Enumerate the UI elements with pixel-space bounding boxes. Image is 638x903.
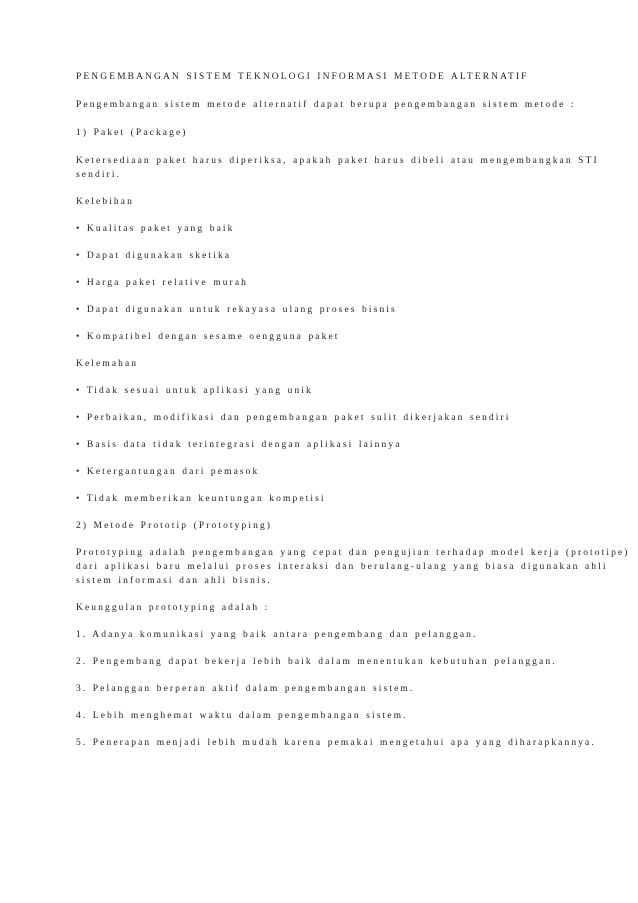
document-page bbox=[76, 70, 630, 750]
keunggulan-item: 1. Adanya komunikasi yang baik antara pengembang dan pelanggan. bbox=[76, 630, 478, 640]
keunggulan-item: 4. Lebih menghemat waktu dalam pengembangan sistem. bbox=[76, 711, 408, 721]
kelemahan-heading: Kelemahan bbox=[76, 359, 139, 369]
section1-description-line: Ketersediaan paket harus diperiksa, apakah paket harus dibeli atau mengembangkan STI bbox=[76, 156, 599, 166]
keunggulan-item: 5. Penerapan menjadi lebih mudah karena pemakai mengetahui apa yang diharapkannya. bbox=[76, 738, 596, 748]
keunggulan-item: 2. Pengembang dapat bekerja lebih baik dalam menentukan kebutuhan pelanggan. bbox=[76, 657, 557, 667]
section1-description bbox=[76, 154, 599, 182]
keunggulan-item: 3. Pelanggan berperan aktif dalam pengembangan sistem. bbox=[76, 684, 415, 694]
kelemahan-item: • Basis data tidak terintegrasi dengan aplikasi lainnya bbox=[76, 440, 402, 450]
section1-heading: 1) Paket (Package) bbox=[76, 128, 188, 138]
section2-heading: 2) Metode Prototip (Prototyping) bbox=[76, 521, 273, 531]
section2-description bbox=[76, 546, 630, 588]
kelebihan-item: • Kompatibel dengan sesame oengguna paket bbox=[76, 332, 340, 342]
kelebihan-item: • Dapat digunakan untuk rekayasa ulang proses bisnis bbox=[76, 305, 397, 315]
kelebihan-item: • Dapat digunakan sketika bbox=[76, 251, 232, 261]
kelebihan-item: • Kualitas paket yang baik bbox=[76, 224, 235, 234]
kelemahan-item: • Tidak sesuai untuk aplikasi yang unik bbox=[76, 386, 313, 396]
section2-description-line: Prototyping adalah pengembangan yang cepat dan pengujian terhadap model kerja (prototipe) bbox=[76, 548, 630, 558]
kelemahan-item: • Ketergantungan dari pemasok bbox=[76, 467, 260, 477]
section1-description-line: sendiri. bbox=[76, 170, 122, 180]
kelebihan-item: • Harga paket relative murah bbox=[76, 278, 248, 288]
intro-text: Pengembangan sistem metode alternatif dapat berupa pengembangan sistem metode : bbox=[76, 100, 576, 110]
section2-description-line: dari aplikasi baru melalui proses interaksi dan berulang-ulang yang biasa digunakan ahli bbox=[76, 562, 608, 572]
kelebihan-heading: Kelebihan bbox=[76, 197, 134, 207]
document-title: PENGEMBANGAN SISTEM TEKNOLOGI INFORMASI METODE ALTERNATIF bbox=[76, 72, 529, 82]
kelemahan-item: • Perbaikan, modifikasi dan pengembangan paket sulit dikerjakan sendiri bbox=[76, 413, 511, 423]
kelemahan-item: • Tidak memberikan keuntungan kompetisi bbox=[76, 494, 326, 504]
section2-description-line: sistem informasi dan ahli bisnis. bbox=[76, 576, 272, 586]
keunggulan-heading: Keunggulan prototyping adalah : bbox=[76, 603, 270, 613]
